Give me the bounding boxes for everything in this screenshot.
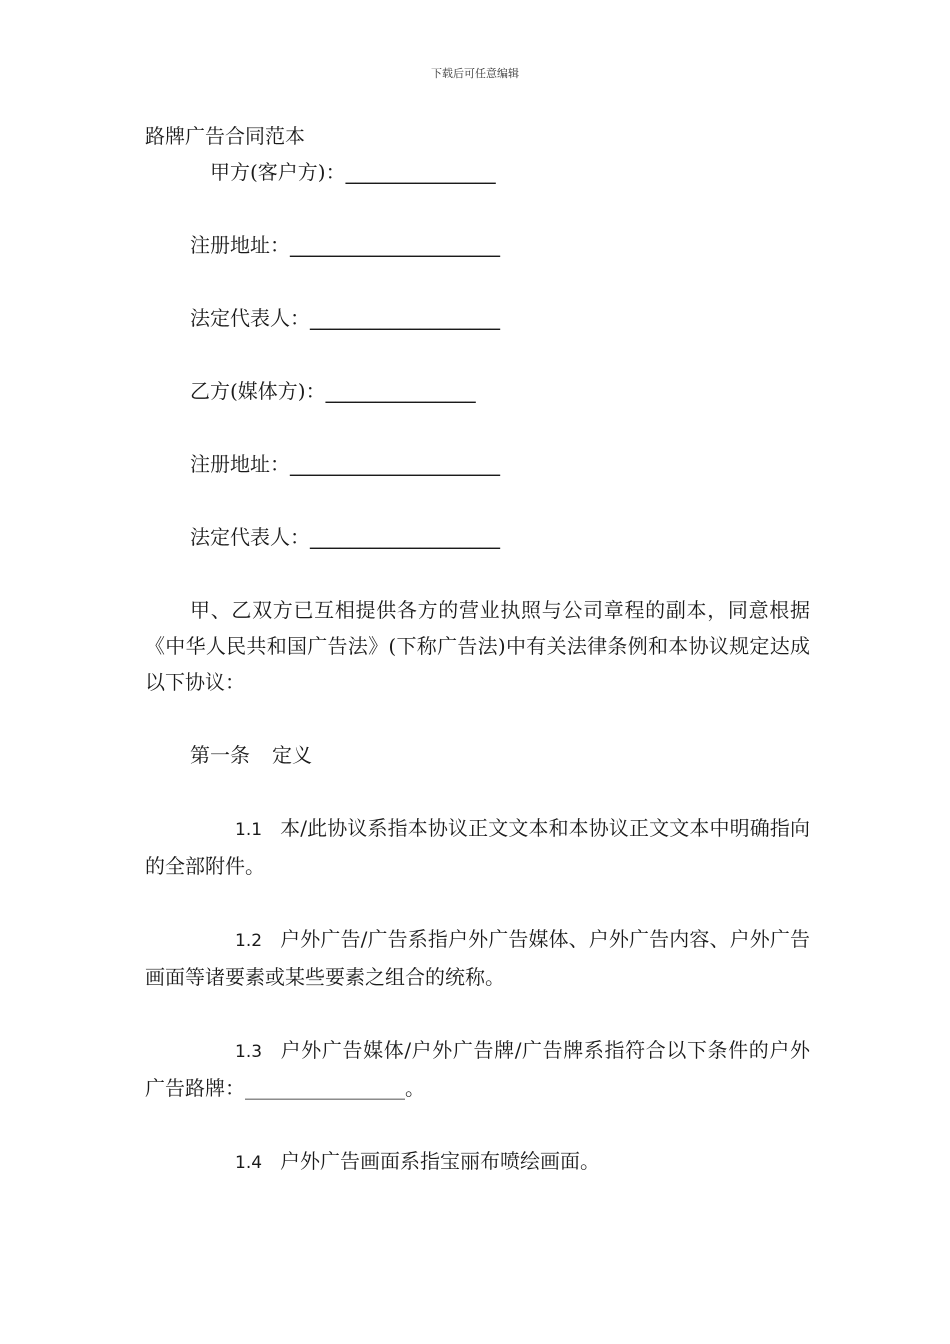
party-b-blank: _______________ (325, 379, 476, 403)
party-a-rep-blank: ___________________ (310, 306, 500, 330)
party-b-rep-blank: ___________________ (310, 525, 500, 549)
document-title: 路牌广告合同范本 (145, 124, 305, 148)
party-a-address-label: 注册地址： (190, 233, 290, 257)
clause-number: 1.2 (235, 931, 263, 951)
clause-1-3 (145, 1032, 810, 1106)
party-b-address-blank: _____________________ (290, 452, 500, 476)
article-1-heading (145, 737, 810, 773)
document-body (145, 118, 810, 1181)
party-b-address-label: 注册地址： (190, 452, 290, 476)
party-a-address-field (145, 227, 810, 263)
party-a-field (145, 154, 810, 190)
clause-number: 1.4 (235, 1153, 263, 1173)
party-b-rep-label: 法定代表人： (190, 525, 310, 549)
clause-1-2 (145, 921, 810, 995)
party-a-address-blank: _____________________ (290, 233, 500, 257)
party-a-rep-field (145, 300, 810, 336)
party-a-rep-label: 法定代表人： (190, 306, 310, 330)
article-1-title: 定义 (272, 743, 312, 767)
clause-text: 户外广告画面系指宝丽布喷绘画面。 (280, 1149, 601, 1173)
article-1-number: 第一条 (190, 743, 250, 767)
party-b-address-field (145, 446, 810, 482)
clause-text: 本/此协议系指本协议正文文本和本协议正文文本中明确指向的全部附件。 (145, 816, 810, 878)
party-b-label: 乙方(媒体方)： (190, 379, 326, 403)
clause-1-4 (145, 1143, 810, 1181)
page-header: 下载后可任意编辑 (431, 67, 519, 80)
clause-text: 户外广告媒体/户外广告牌/广告牌系指符合以下条件的户外广告路牌：________________。 (145, 1038, 810, 1100)
clause-1-1 (145, 810, 810, 884)
clause-text: 户外广告/广告系指户外广告媒体、户外广告内容、户外广告画面等诸要素或某些要素之组合的统称。 (145, 927, 810, 989)
party-b-rep-field (145, 519, 810, 555)
preamble-paragraph: 甲、乙双方已互相提供各方的营业执照与公司章程的副本，同意根据《中华人民共和国广告法》(下称广告法)中有关法律条例和本协议规定达成以下协议： (145, 598, 810, 694)
party-a-blank: _______________ (345, 160, 496, 184)
clause-number: 1.3 (235, 1042, 263, 1062)
clause-number: 1.1 (235, 820, 263, 840)
party-a-label: 甲方(客户方)： (210, 160, 346, 184)
party-b-field (145, 373, 810, 409)
